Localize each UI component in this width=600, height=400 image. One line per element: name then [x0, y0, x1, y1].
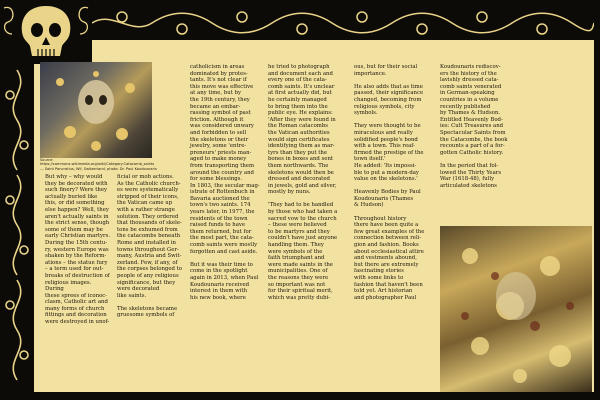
jeweled-skeleton-photo: [40, 62, 152, 158]
top-scrollwork-band: [92, 8, 594, 38]
article-column-3: catholicism in areas dominated by protes- tants. It's not clear if this move was effective at any time, but by the 19th century, they became an embar- rassing symbol of past friction. Although it was considered unwary and forbidden to sell the skeletons or their jewelry, some 'entre- preneurs' priests man- aged to make money from transporting them around the country and for some blessings. In 1803, the secular mag- istrate of Rottenbuch in Bavaria auctioned the town's two saints. 174 years later, in 1977, the residents of the town raised funds to have them returned, but for the most part, the cata- comb saints were mostly forgotten and cast aside. But it was their time to come in the spotlight again in 2013, when Paul Koudounaris received interest in them with his new book, where: [190, 64, 260, 301]
article-column-4: he tried to photograph and document each and every one of the cata- comb saints. It's unclear at first actually did, but he certainly managed to bring them into the public eye. He explains: 'After they were found in the Roman catacombs the Vatican authorities would sign certificates identifying them as mar- tyrs than they put the bones in boxes and sent them northwards. The skeletons would then be dressed and decorated in jewels, gold and silver, mostly by nuns. 'They had to be handled by those who had taken a sacred vow to the church – these were believed to be martyrs and they couldn't have just anyone handling them. They were symbols of the faith triumphant and were made saints in the municipalities. One of the reasons they were so important was not for their spiritual merit, which was pretty dubi-: [268, 64, 338, 301]
article-column-5: ous, but for their social importance. He also adds that as time passed, their significance changed, becoming from religious symbols, city symbols. They were thought to be miraculous and really solidified people's bond with a town. This reaf- firmed the prestige of the town itself.' He added: 'Its impossi- ble to put a modern-day value on the skeletons.' Heavenly Bodies by Paul Koudounaris (Thames & Hudson) Throughout history there have been quite a few great examples of the connection between reli- gion and fashion. Books about ecclesiastical attire and vestments abound, but there are extremely fascinating stories with some links to fashion that haven't been told yet. Art historian and photographer Paul: [354, 64, 425, 301]
photo-caption: Source: https://commons.wikimedia.org/wiki/Category:Catacomb_saints — Saint Pancratius, Wil, Switzerland, photo: Dr. Paul Koudounaris: [40, 158, 157, 171]
article-column-6: Koudounaris rediscov- ers the history of the lavishly dressed cata- comb saints venerated in German-speaking countries in a volume recently published by Thames & Hudson. Entitled Heavenly Bod- ies: Cult Treasures and Spectacular Saints from the Catacombs, the book recounts a part of a for- gotten Catholic history. In the period that fol- lowed the Thirty Years War (1618-48), fully articulated skeletons: [440, 64, 508, 189]
article-column-1: But why – why would they be decorated with such finery? Were they actually buried like this, or did something else happen? Well, they aren't actually saints in the strict sense, though some of them may be early Christian martyrs. During the 15th centu- ry, western Europe was shaken by the Reform- ations – the statue fury – a term used for out- breaks of destruction of religious images. During these sprees of iconoc- clasm, Catholic art and many forms of church fittings and decoration were destroyed in unof-: [45, 174, 111, 326]
skull-ornament: [0, 0, 92, 64]
right-border: [594, 0, 600, 400]
ornate-reliquary-photo: [440, 226, 592, 392]
header-cream-strip: [92, 40, 594, 62]
bottom-border: [0, 392, 600, 400]
article-column-2: ficial or mob actions. As the Catholic church- es were systematically stripped of their icons, the Vatican came up with a rather strange solution. They ordered that thousands of skele- tons be exhumed from the catacombs beneath Rome and installed in towns throughout Ger- many, Austria and Swit- zerland. Few, if any, of the corpses belonged to people of any religious significance, but they were decorated like saints. The skeletons became gruesome symbols of: [117, 174, 182, 319]
